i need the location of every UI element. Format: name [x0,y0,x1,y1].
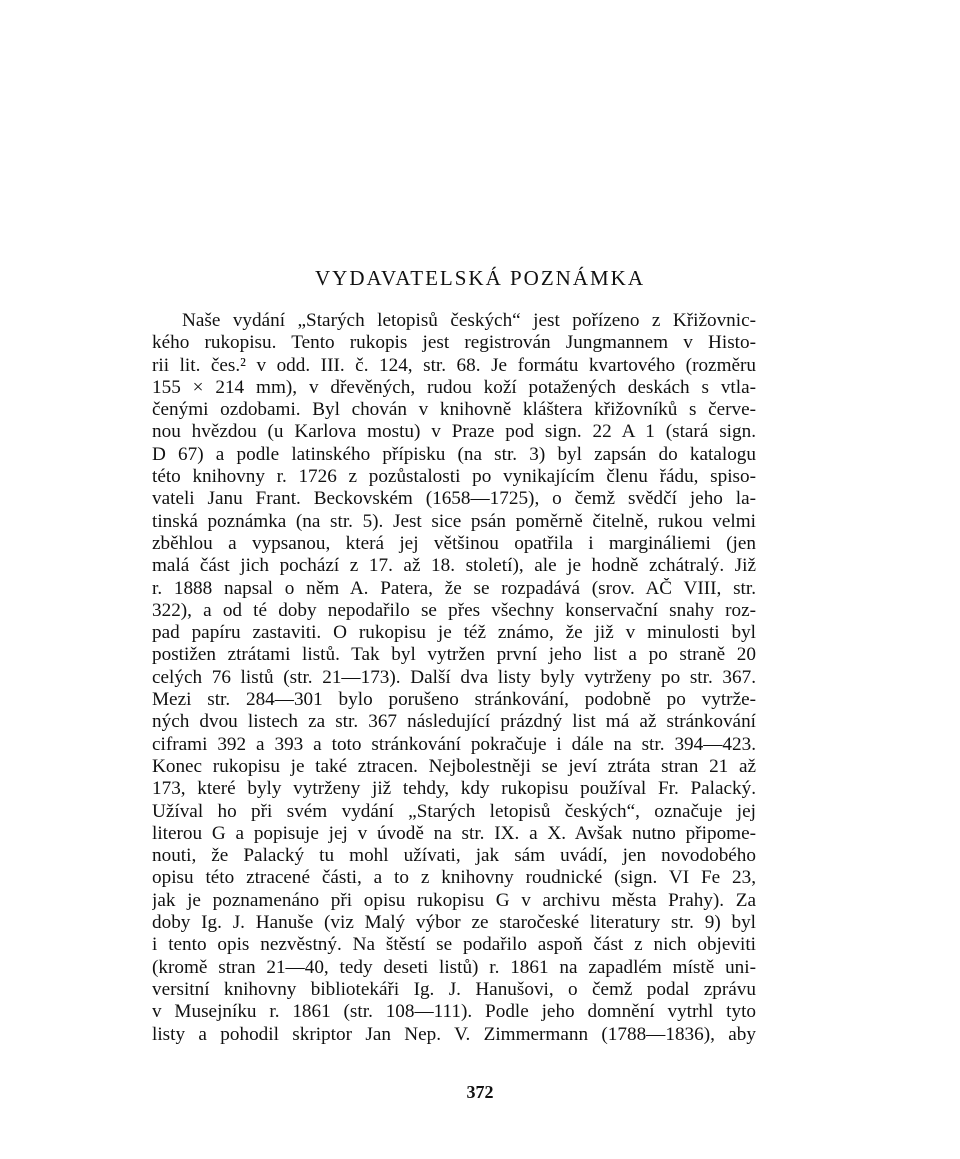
text-line: v Musejníku r. 1861 (str. 108—111). Podle jeho domnění vytrhl tyto [152,1001,756,1023]
text-line: Konec rukopisu je také ztracen. Nejbolestněji se jeví ztráta stran 21 až [152,755,756,777]
text-line: literou G a popisuje jej v úvodě na str. IX. a X. Avšak nutno připome- [152,822,756,844]
text-line: kého rukopisu. Tento rukopis jest registrován Jungmannem v Histo- [152,332,756,354]
text-line: (kromě stran 21—40, tedy deseti listů) r. 1861 na zapadlém místě uni- [152,956,756,978]
text-line: opisu této ztracené části, a to z knihovny roudnické (sign. VI Fe 23, [152,867,756,889]
text-line: nouti, že Palacký tu mohl užívati, jak sám uvádí, jen novodobého [152,845,756,867]
text-line: tinská poznámka (na str. 5). Jest sice psán poměrně čitelně, rukou velmi [152,510,756,532]
text-line: D 67) a podle latinského přípisku (na str. 3) byl zapsán do katalogu [152,443,756,465]
text-line: této knihovny r. 1726 z pozůstalosti po vynikajícím členu řádu, spiso- [152,466,756,488]
text-line: versitní knihovny bibliotekáři Ig. J. Hanušovi, o čemž podal zprávu [152,978,756,1000]
text-line: Naše vydání „Starých letopisů českých“ jest pořízeno z Křižovnic- [182,310,756,331]
body-paragraph [152,310,756,1046]
text-line: r. 1888 napsal o něm A. Patera, že se rozpadává (srov. AČ VIII, str. [152,577,756,599]
text-line: zběhlou a vypsanou, která jej většinou opatřila i margináliemi (jen [152,532,756,554]
text-line: Užíval ho při svém vydání „Starých letopisů českých“, označuje jej [152,800,756,822]
text-line: postižen ztrátami listů. Tak byl vytržen první jeho list a po straně 20 [152,644,756,666]
text-line: i tento opis nezvěstný. Na štěstí se podařilo aspoň část z nich objeviti [152,934,756,956]
text-line: rii lit. čes.² v odd. III. č. 124, str. 68. Je formátu kvartového (rozměru [152,354,756,376]
text-line: vateli Janu Frant. Beckovském (1658—1725), o čemž svědčí jeho la- [152,488,756,510]
page-heading: VYDAVATELSKÁ POZNÁMKA [314,266,645,290]
text-line: jak je poznamenáno při opisu rukopisu G v archivu města Prahy). Za [152,889,756,911]
text-line: 173, které byly vytrženy již tehdy, kdy rukopisu používal Fr. Palacký. [152,778,756,800]
text-line: nou hvězdou (u Karlova mostu) v Praze pod sign. 22 A 1 (stará sign. [152,421,756,443]
text-line: Mezi str. 284—301 bylo porušeno stránkování, podobně po vytrže- [152,689,756,711]
text-line: malá část jich pochází z 17. až 18. století), ale je hodně zchátralý. Již [152,555,756,577]
text-line: 155 × 214 mm), v dřevěných, rudou koží potažených deskách s vtla- [152,376,756,398]
text-line: doby Ig. J. Hanuše (viz Malý výbor ze staročeské literatury str. 9) byl [152,912,756,934]
text-line: listy a pohodil skriptor Jan Nep. V. Zimmermann (1788—1836), aby [152,1023,756,1045]
page-number: 372 [466,1082,494,1102]
text-line: čenými ozdobami. Byl chován v knihovně kláštera křižovníků s červe- [152,399,756,421]
text-line: ných dvou listech za str. 367 následující prázdný list má až stránkování [152,711,756,733]
text-line: ciframi 392 a 393 a toto stránkování pokračuje i dále na str. 394—423. [152,733,756,755]
text-line: celých 76 listů (str. 21—173). Další dva listy byly vytrženy po str. 367. [152,666,756,688]
text-line: pad papíru zastaviti. O rukopisu je též známo, že již v minulosti byl [152,622,756,644]
text-line: 322), a od té doby nepodařilo se přes všechny konservační snahy roz- [152,599,756,621]
